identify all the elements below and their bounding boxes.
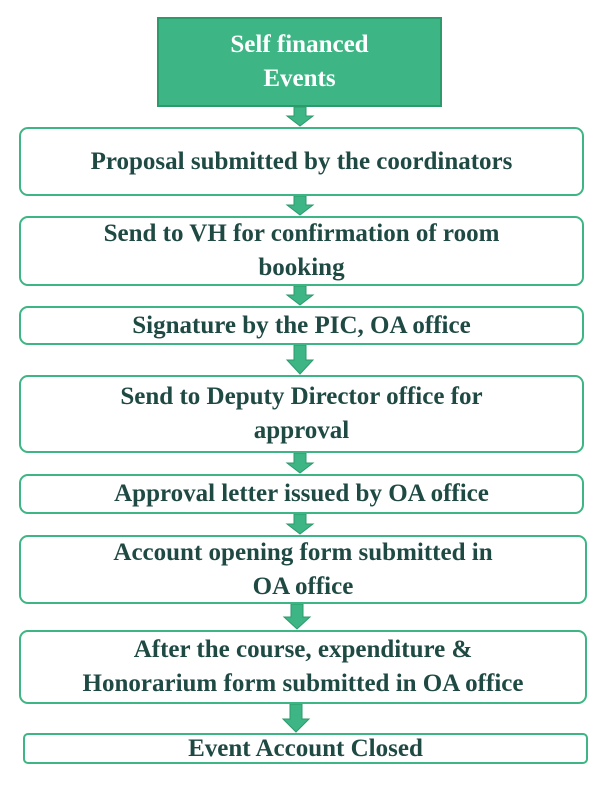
down-arrow-icon: [285, 453, 315, 474]
step-4-text: [120, 380, 482, 448]
step-4-line-2: approval: [253, 417, 350, 444]
down-arrow-icon: [285, 196, 315, 216]
step-2-line-1: Send to VH for confirmation of room: [103, 220, 500, 247]
step-5-text: [114, 477, 489, 511]
down-arrow-icon: [281, 704, 311, 733]
step-3-text: [132, 309, 470, 343]
step-send-to-vh: [19, 216, 584, 286]
step-8-line-1: Event Account Closed: [188, 734, 423, 762]
down-arrow-icon: [285, 514, 315, 535]
step-7-text: [83, 633, 524, 701]
step-6-line-2: OA office: [252, 572, 354, 600]
step-2-line-2: booking: [258, 254, 345, 281]
step-6-text: [113, 536, 492, 604]
step-5-line-1: Approval letter issued by OA office: [114, 480, 489, 507]
step-send-to-deputy-director: [19, 375, 584, 453]
down-arrow-icon: [285, 286, 315, 306]
step-signature-pic: [19, 306, 584, 345]
step-8-text: [188, 732, 423, 766]
step-proposal-submitted: [19, 127, 584, 196]
step-3-line-1: Signature by the PIC, OA office: [132, 311, 471, 339]
down-arrow-icon: [285, 107, 315, 127]
step-expenditure-honorarium-form: [19, 630, 587, 704]
step-6-line-1: Account opening form submitted in: [113, 538, 493, 566]
start-box-line-1: Self financed: [230, 31, 369, 58]
step-account-opening-form: [19, 535, 587, 604]
start-box-line-2: Events: [263, 65, 336, 92]
step-4-line-1: Send to Deputy Director office for: [120, 383, 483, 410]
down-arrow-icon: [285, 345, 315, 375]
step-event-account-closed: [23, 733, 588, 764]
down-arrow-icon: [282, 604, 312, 630]
step-approval-letter: [19, 474, 584, 514]
step-2-text: [104, 217, 500, 285]
start-box-self-financed-events: [157, 17, 442, 107]
start-box-text: [230, 28, 368, 96]
step-7-line-1: After the course, expenditure &: [133, 636, 473, 663]
step-1-line-1: Proposal submitted by the coordinators: [90, 147, 513, 175]
step-7-line-2: Honorarium form submitted in OA office: [82, 670, 524, 697]
step-1-text: [91, 145, 513, 179]
